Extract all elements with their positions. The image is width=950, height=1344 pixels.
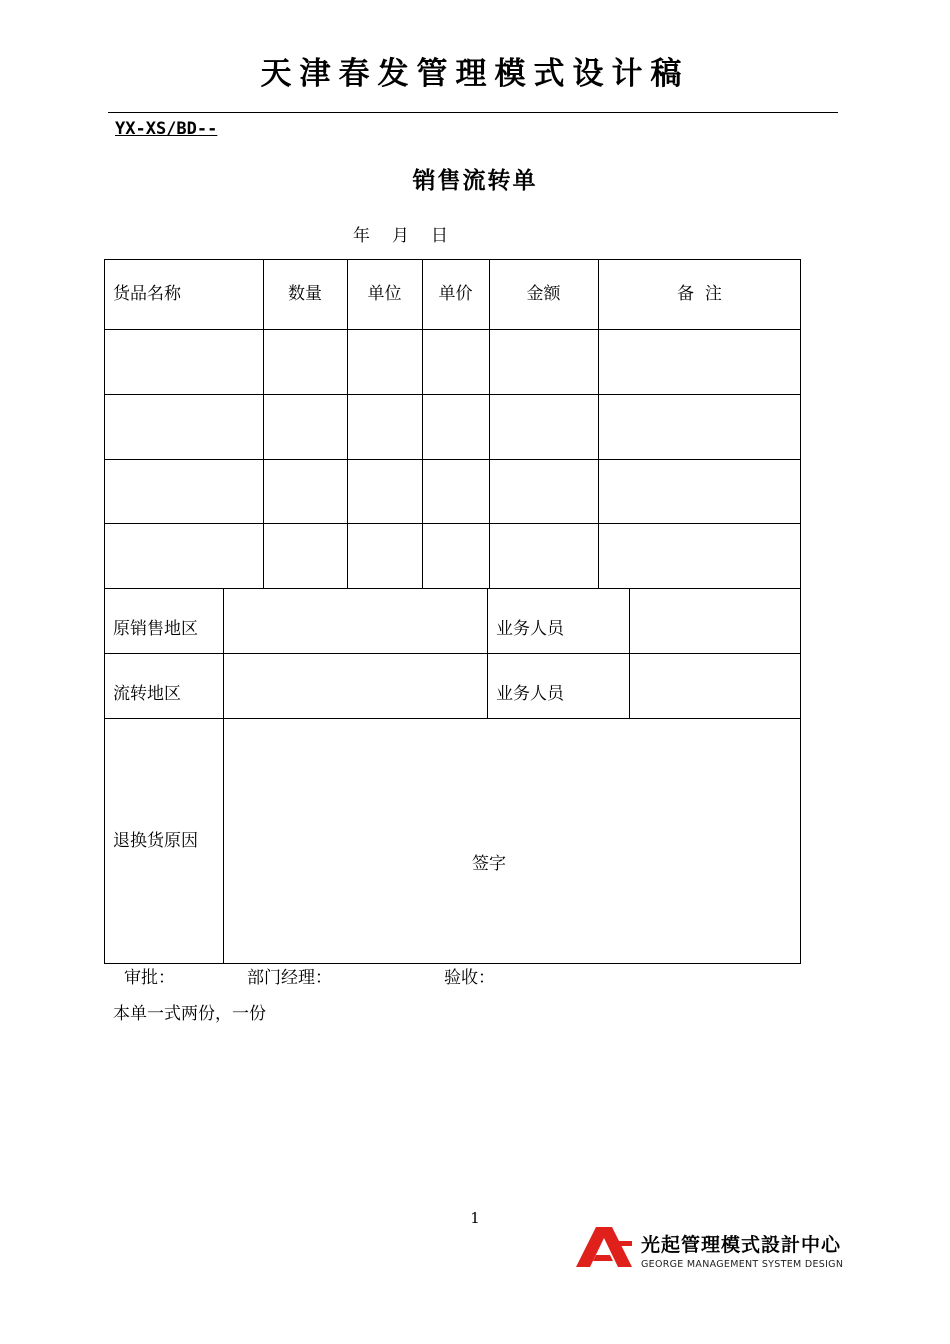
original-region-label: 原销售地区	[113, 618, 198, 639]
transfer-region-label: 流转地区	[113, 683, 181, 704]
page-number: 1	[470, 1209, 480, 1227]
table-cell[interactable]	[347, 394, 422, 459]
table-cell[interactable]	[598, 523, 801, 588]
logo-name: 光起管理模式設計中心	[641, 1234, 842, 1256]
transfer-region-field[interactable]	[223, 653, 487, 718]
header-divider	[108, 112, 838, 113]
table-cell[interactable]	[489, 523, 598, 588]
table-cell[interactable]	[422, 523, 489, 588]
column-header-quantity: 数量	[288, 284, 322, 304]
table-cell[interactable]	[489, 329, 598, 394]
date-month-label: 月	[392, 226, 409, 246]
table-cell[interactable]	[263, 459, 347, 523]
table-cell[interactable]	[489, 459, 598, 523]
table-cell[interactable]	[347, 329, 422, 394]
signature-label: 签字	[472, 854, 506, 874]
salesperson-label-2: 业务人员	[496, 683, 564, 704]
department-manager-label: 部门经理：	[247, 968, 332, 988]
a-letter-logo-icon	[574, 1226, 634, 1268]
table-cell[interactable]	[263, 523, 347, 588]
table-cell[interactable]	[598, 394, 801, 459]
logo-subtitle: GEORGE MANAGEMENT SYSTEM DESIGN	[641, 1259, 844, 1270]
column-header-item-name: 货品名称	[113, 284, 181, 304]
sales-transfer-table	[104, 259, 801, 964]
date-year-label: 年	[353, 226, 370, 246]
table-cell[interactable]	[489, 394, 598, 459]
table-cell[interactable]	[422, 459, 489, 523]
column-header-unit-price: 单价	[438, 284, 473, 304]
date-line	[353, 224, 470, 248]
approval-label: 审批：	[124, 968, 175, 988]
table-cell[interactable]	[104, 329, 263, 394]
table-cell[interactable]	[598, 329, 801, 394]
table-cell[interactable]	[104, 459, 263, 523]
table-cell[interactable]	[422, 394, 489, 459]
column-header-remarks: 备 注	[677, 284, 722, 304]
date-day-label: 日	[431, 226, 448, 246]
column-header-amount: 金额	[526, 284, 561, 304]
salesperson-label-1: 业务人员	[496, 618, 564, 639]
table-cell[interactable]	[104, 394, 263, 459]
approval-line	[0, 966, 950, 990]
table-cell[interactable]	[422, 329, 489, 394]
return-reason-label: 退换货原因	[113, 830, 198, 851]
salesperson-field-2[interactable]	[629, 653, 801, 718]
copies-note: 本单一式两份，一份	[113, 1004, 266, 1024]
table-cell[interactable]	[263, 394, 347, 459]
return-reason-field[interactable]	[224, 719, 800, 963]
table-cell[interactable]	[104, 523, 263, 588]
acceptance-label: 验收：	[444, 968, 495, 988]
document-header-title: 天津春发管理模式设计稿	[260, 56, 690, 92]
form-title: 销售流转单	[412, 168, 538, 194]
table-cell[interactable]	[347, 523, 422, 588]
salesperson-field-1[interactable]	[629, 588, 801, 653]
table-cell[interactable]	[263, 329, 347, 394]
document-code: YX-XS/BD--	[115, 119, 218, 139]
column-header-unit: 单位	[367, 284, 402, 304]
original-region-field[interactable]	[223, 588, 487, 653]
table-cell[interactable]	[598, 459, 801, 523]
table-cell[interactable]	[347, 459, 422, 523]
